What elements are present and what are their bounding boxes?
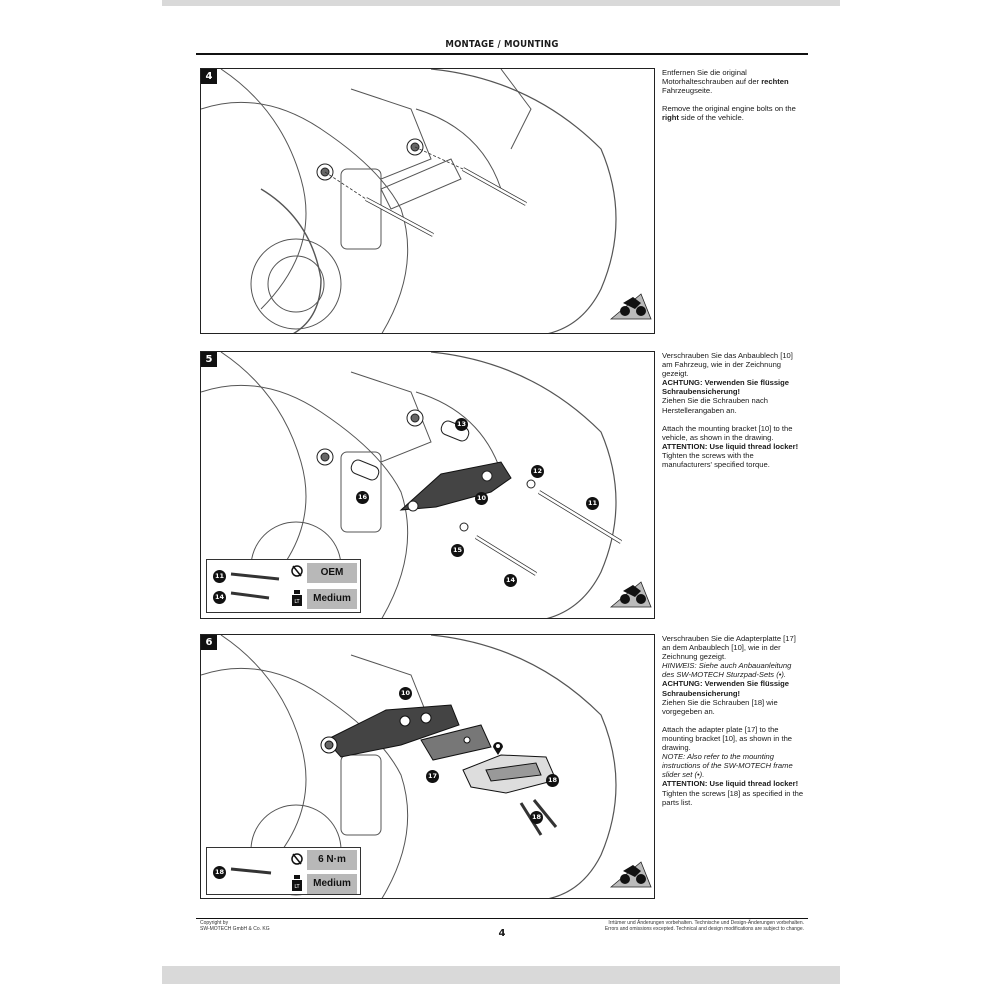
locker-label: Medium bbox=[307, 589, 357, 609]
disclaimer-de: Irrtümer und Änderungen vorbehalten. Technische und Design-Änderungen vorbehalten. bbox=[608, 920, 804, 926]
top-gray-bar bbox=[162, 0, 840, 6]
callout-11: 11 bbox=[213, 570, 226, 583]
bolt-icons bbox=[227, 560, 287, 614]
text-en-attention: ATTENTION: Use liquid thread locker! bbox=[662, 441, 799, 451]
step-4-drawing-frame bbox=[200, 68, 655, 334]
callout-13: 13 bbox=[455, 418, 468, 431]
text-en-bold: right bbox=[662, 113, 679, 123]
text-de-1: Entfernen Sie die original Motorhalteschrauben auf der bbox=[662, 68, 762, 87]
text-de-2: Fahrzeugseite. bbox=[662, 86, 713, 96]
torque-info-box bbox=[206, 847, 361, 895]
footer-disclaimer bbox=[605, 920, 804, 932]
right-side-icon bbox=[611, 582, 651, 607]
text-de-p2: Ziehen Sie die Schrauben [18] wie vorgegeben an. bbox=[662, 697, 778, 716]
step-number: 6 bbox=[201, 635, 217, 650]
text-en-p1: Attach the mounting bracket [10] to the vehicle, as shown in the drawing. bbox=[662, 423, 793, 442]
thread-locker-icon bbox=[291, 590, 303, 606]
callout-11: 11 bbox=[586, 497, 599, 510]
disclaimer-en: Errors and omissions excepted. Technical and design modifications are subject to change. bbox=[604, 926, 804, 932]
step-5-drawing-frame bbox=[200, 351, 655, 619]
text-de-p2: Ziehen Sie die Schrauben nach Herstellerangaben an. bbox=[662, 396, 768, 415]
bolt-icon bbox=[227, 848, 287, 896]
step-number: 4 bbox=[201, 69, 217, 84]
footer-rule bbox=[196, 918, 808, 919]
step-6 bbox=[200, 634, 804, 899]
step-4 bbox=[200, 68, 804, 334]
callout-10: 10 bbox=[399, 687, 412, 700]
text-de-p1: Verschrauben Sie das Anbaublech [10] am Fahrzeug, wie in der Zeichnung gezeigt. bbox=[662, 351, 793, 379]
callout-17: 17 bbox=[426, 770, 439, 783]
step-5-text-en bbox=[662, 424, 804, 469]
page-number: 4 bbox=[492, 928, 512, 939]
text-en-p2: Tighten the screws [18] as specified in the parts list. bbox=[662, 788, 804, 807]
step-6-text-de bbox=[662, 634, 804, 716]
map-pin-icon bbox=[491, 740, 505, 754]
step-6-text bbox=[662, 634, 804, 816]
footer-copyright bbox=[200, 920, 270, 932]
text-en-note: NOTE: Also refer to the mounting instructions of the SW-MOTECH frame slider set (•). bbox=[662, 752, 793, 780]
step-number: 5 bbox=[201, 352, 217, 367]
copyright-line-2: SW-MOTECH GmbH & Co. KG bbox=[200, 926, 270, 932]
step-6-text-en bbox=[662, 725, 804, 807]
step-5-text bbox=[662, 351, 804, 478]
step-5 bbox=[200, 351, 804, 619]
callout-10: 10 bbox=[475, 492, 488, 505]
callout-18: 18 bbox=[530, 811, 543, 824]
step-5-text-de bbox=[662, 351, 804, 415]
callout-16: 16 bbox=[356, 491, 369, 504]
instruction-page bbox=[196, 38, 808, 939]
svg-text:LT: LT bbox=[294, 599, 300, 605]
right-side-icon bbox=[611, 294, 651, 319]
step-4-text-en bbox=[662, 104, 804, 122]
right-side-icon bbox=[611, 862, 651, 887]
text-de-attention: ACHTUNG: Verwenden Sie flüssige Schraubensicherung! bbox=[662, 679, 790, 698]
text-de-p1: Verschrauben Sie die Adapterplatte [17] an dem Anbaublech [10], wie in der Zeichnung gezeigt. bbox=[662, 634, 796, 662]
torque-wrench-icon bbox=[291, 563, 303, 579]
callout-14: 14 bbox=[504, 574, 517, 587]
torque-label: 6 N·m bbox=[307, 850, 357, 870]
text-de-bold: rechten bbox=[761, 77, 789, 87]
callout-12: 12 bbox=[531, 465, 544, 478]
title-rule bbox=[196, 53, 808, 55]
callout-14: 14 bbox=[213, 591, 226, 604]
page-title: MONTAGE / MOUNTING bbox=[445, 39, 559, 50]
torque-wrench-icon bbox=[291, 851, 303, 867]
thread-locker-icon bbox=[291, 875, 303, 891]
text-en-2: side of the vehicle. bbox=[678, 113, 744, 123]
step-4-text bbox=[662, 68, 804, 131]
text-en-attention: ATTENTION: Use liquid thread locker! bbox=[662, 779, 799, 789]
copyright-line-1: Copyright by bbox=[200, 920, 229, 926]
torque-label: OEM bbox=[307, 563, 357, 583]
callout-18: 18 bbox=[213, 866, 226, 879]
text-en-p2: Tighten the screws with the manufacturers' specified torque. bbox=[662, 450, 770, 470]
bottom-gray-bar bbox=[162, 966, 840, 984]
text-de-hint: HINWEIS: Siehe auch Anbauanleitung des SW-MOTECH Sturzpad-Sets (•). bbox=[662, 661, 792, 680]
svg-text:LT: LT bbox=[294, 884, 300, 890]
text-en-p1: Attach the adapter plate [17] to the mounting bracket [10], as shown in the drawing. bbox=[662, 724, 793, 753]
step-4-text-de bbox=[662, 68, 804, 95]
text-de-attention: ACHTUNG: Verwenden Sie flüssige Schraubensicherung! bbox=[662, 378, 790, 397]
locker-label: Medium bbox=[307, 874, 357, 894]
torque-info-box bbox=[206, 559, 361, 613]
callout-18: 18 bbox=[546, 774, 559, 787]
step-4-drawing bbox=[201, 69, 655, 334]
callout-15: 15 bbox=[451, 544, 464, 557]
text-en-1: Remove the original engine bolts on the bbox=[662, 104, 796, 114]
step-6-drawing-frame bbox=[200, 634, 655, 899]
